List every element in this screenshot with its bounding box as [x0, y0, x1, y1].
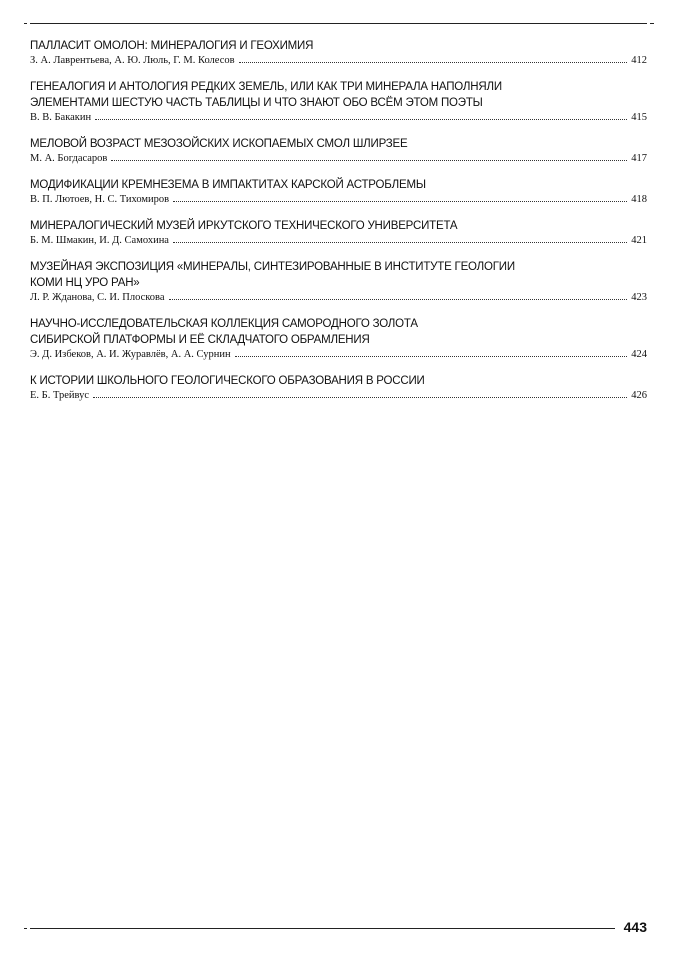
dot-leader	[173, 201, 627, 202]
toc-entry-title	[30, 373, 647, 389]
toc-entry-authors: В. П. Лютоев, Н. С. Тихомиров	[30, 194, 170, 205]
toc-entry-page: 424	[631, 349, 647, 360]
toc-entry-line	[30, 54, 647, 68]
toc-entry-page: 415	[631, 112, 647, 123]
toc-entry-title	[30, 316, 647, 348]
toc-entry-title	[30, 38, 647, 54]
toc-entry-title	[30, 259, 647, 291]
toc-entry-title-line: МИНЕРАЛОГИЧЕСКИЙ МУЗЕЙ ИРКУТСКОГО ТЕХНИЧЕСКОГО УНИВЕРСИТЕТА	[30, 220, 458, 232]
toc-entry-page: 417	[631, 153, 647, 164]
toc-entry-title-line: МЕЛОВОЙ ВОЗРАСТ МЕЗОЗОЙСКИХ ИСКОПАЕМЫХ СМОЛ ШЛИРЗЕЕ	[30, 138, 408, 150]
toc-entry-title	[30, 177, 647, 193]
dot-leader	[111, 160, 627, 161]
toc-entry[interactable]	[30, 177, 647, 207]
toc-entry-title	[30, 79, 647, 111]
toc-entry[interactable]	[30, 38, 647, 68]
toc-entry-page: 412	[631, 55, 647, 66]
toc-entry-page: 421	[631, 235, 647, 246]
toc-entry-title-line: К ИСТОРИИ ШКОЛЬНОГО ГЕОЛОГИЧЕСКОГО ОБРАЗОВАНИЯ В РОССИИ	[30, 375, 425, 387]
toc-entry[interactable]	[30, 259, 647, 305]
toc-entry-title-line: СИБИРСКОЙ ПЛАТФОРМЫ И ЕЁ СКЛАДЧАТОГО ОБРАМЛЕНИЯ	[30, 334, 370, 346]
toc-entry-title-line: ГЕНЕАЛОГИЯ И АНТОЛОГИЯ РЕДКИХ ЗЕМЕЛЬ, ИЛИ КАК ТРИ МИНЕРАЛА НАПОЛНЯЛИ	[30, 81, 502, 93]
dot-leader	[173, 242, 627, 243]
toc-entry-authors: Л. Р. Жданова, С. И. Плоскова	[30, 292, 165, 303]
toc-entry[interactable]	[30, 79, 647, 125]
dot-leader	[239, 62, 628, 63]
toc-entry-line	[30, 348, 647, 362]
dot-leader	[235, 356, 628, 357]
toc-entry-title-line: ПАЛЛАСИТ ОМОЛОН: МИНЕРАЛОГИЯ И ГЕОХИМИЯ	[30, 40, 314, 52]
toc-entry[interactable]	[30, 218, 647, 248]
toc-entry-line	[30, 152, 647, 166]
toc-entry-line	[30, 389, 647, 403]
toc-entry-authors: М. А. Богдасаров	[30, 153, 108, 164]
dot-leader	[169, 299, 628, 300]
toc-entry-title-line: ЭЛЕМЕНТАМИ ШЕСТУЮ ЧАСТЬ ТАБЛИЦЫ И ЧТО ЗНАЮТ ОБО ВСЁМ ЭТОМ ПОЭТЫ	[30, 97, 483, 109]
toc-entry-authors: Б. М. Шмакин, И. Д. Самохина	[30, 235, 169, 246]
toc-entry-title	[30, 218, 647, 234]
toc-entry-page: 418	[631, 194, 647, 205]
toc-entry-authors: З. А. Лаврентьева, А. Ю. Люль, Г. М. Колесов	[30, 55, 235, 66]
toc-entry-title-line: МУЗЕЙНАЯ ЭКСПОЗИЦИЯ «МИНЕРАЛЫ, СИНТЕЗИРОВАННЫЕ В ИНСТИТУТЕ ГЕОЛОГИИ	[30, 261, 515, 273]
dot-leader	[95, 119, 627, 120]
toc-entry-page: 423	[631, 292, 647, 303]
toc-entry-authors: Е. Б. Трейвус	[30, 390, 89, 401]
toc-entry-line	[30, 193, 647, 207]
toc-entry-title-line: НАУЧНО-ИССЛЕДОВАТЕЛЬСКАЯ КОЛЛЕКЦИЯ САМОРОДНОГО ЗОЛОТА	[30, 318, 418, 330]
dot-leader	[93, 397, 627, 398]
toc-entry-line	[30, 234, 647, 248]
top-rule	[30, 23, 647, 24]
toc-entry-title	[30, 136, 647, 152]
toc-entry-title-line: КОМИ НЦ УРО РАН»	[30, 277, 140, 289]
toc-entry-line	[30, 291, 647, 305]
toc-entry[interactable]	[30, 373, 647, 403]
toc-entry[interactable]	[30, 136, 647, 166]
toc-entry-authors: В. В. Бакакин	[30, 112, 92, 123]
bottom-rule	[30, 928, 615, 929]
table-of-contents	[30, 38, 647, 414]
toc-entry-title-line: МОДИФИКАЦИИ КРЕМНЕЗЕМА В ИМПАКТИТАХ КАРСКОЙ АСТРОБЛЕМЫ	[30, 179, 426, 191]
toc-entry-authors: Э. Д. Избеков, А. И. Журавлёв, А. А. Сурнин	[30, 349, 231, 360]
page-number: 443	[623, 919, 647, 935]
toc-entry-page: 426	[631, 390, 647, 401]
toc-entry-line	[30, 111, 647, 125]
toc-entry[interactable]	[30, 316, 647, 362]
